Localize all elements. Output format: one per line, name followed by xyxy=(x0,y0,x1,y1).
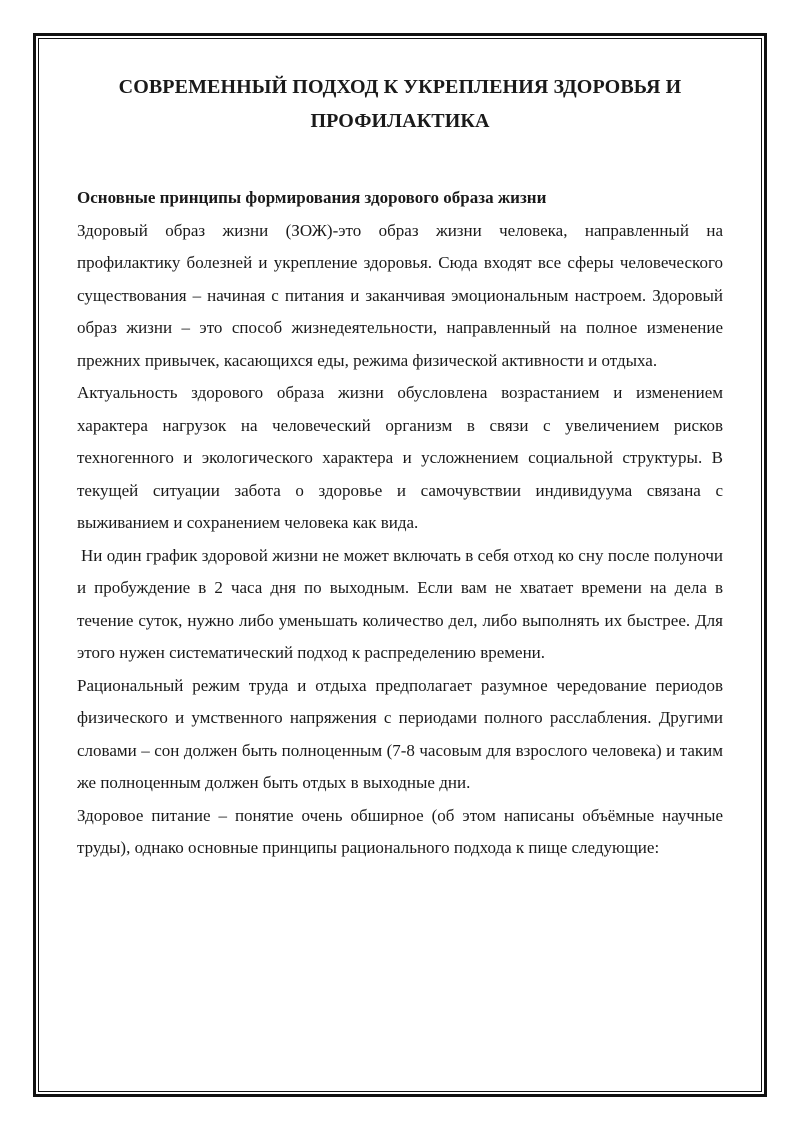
document-body xyxy=(77,70,723,865)
title-line-1: СОВРЕМЕННЫЙ ПОДХОД К УКРЕПЛЕНИЯ ЗДОРОВЬЯ И xyxy=(118,76,682,98)
title-line-2: ПРОФИЛАКТИКА xyxy=(310,110,490,132)
page-title xyxy=(77,70,723,138)
paragraph-relevance: Актуальность здорового образа жизни обусловлена возрастанием и изменением характера нагрузок на человеческий организм в связи с увеличением рисков техногенного и экологического характера и усложнением социальной структуры. В текущей ситуации забота о здоровье и самочувствии индивидуума связана с выживанием и сохранением человека как вида. xyxy=(77,383,723,532)
paragraph-zozh-definition: Здоровый образ жизни (ЗОЖ)-это образ жизни человека, направленный на профилактику болезней и укрепление здоровья. Сюда входят все сферы человеческого существования – начиная с питания и заканчивая эмоциональным настроем. Здоровый образ жизни – это способ жизнедеятельности, направленный на полное изменение прежних привычек, касающихся еды, режима физической активности и отдыха. xyxy=(77,220,723,370)
paragraph-work-rest: Рациональный режим труда и отдыха предполагает разумное чередование периодов физического и умственного напряжения с периодами полного расслабления. Другими словами – сон должен быть полноценным (7-8 часовым для взрослого человека) и таким же полноценным должен быть отдых в выходные дни. xyxy=(77,675,723,792)
paragraph-healthy-eating: Здоровое питание – понятие очень обширное (об этом написаны объёмные научные труды), однако основные принципы рационального подхода к пище следующие: xyxy=(77,805,723,857)
paragraph-sleep-schedule: Ни один график здоровой жизни не может включать в себя отход ко сну после полуночи и пробуждение в 2 часа дня по выходным. Если вам не хватает времени на дела в течение суток, нужно либо уменьшать количество дел, либо выполнять их быстрее. Для этого нужен систематический подход к распределению времени. xyxy=(77,545,723,662)
section-heading: Основные принципы формирования здорового образа жизни xyxy=(77,188,547,207)
